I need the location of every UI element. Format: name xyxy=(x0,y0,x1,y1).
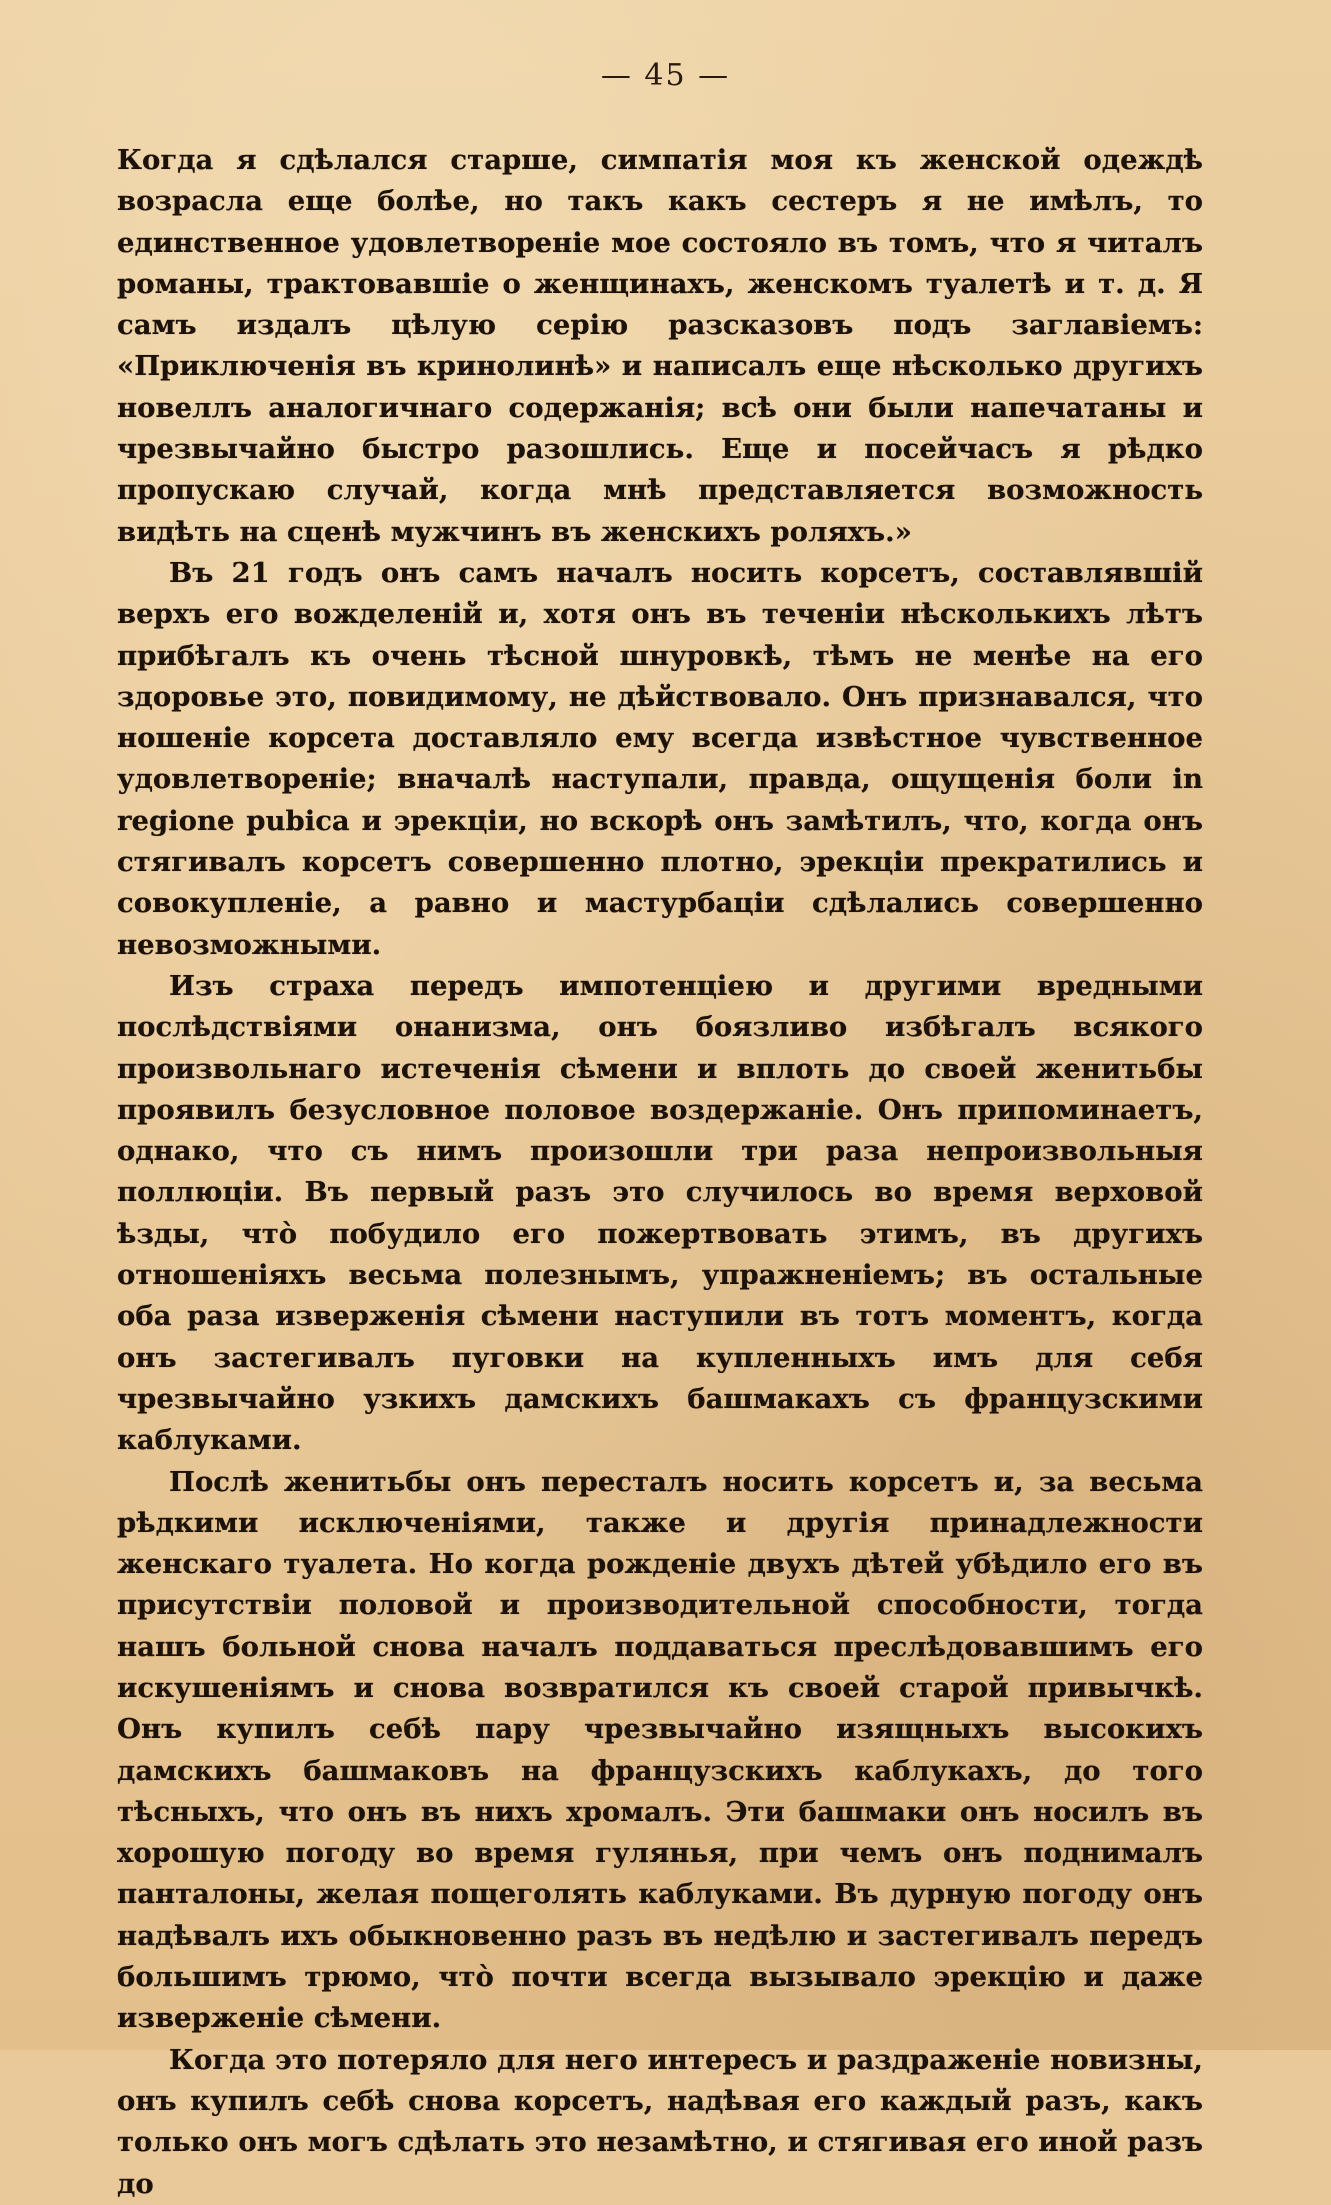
paragraph-1: Когда я сдѣлался старше, симпатія моя къ женской одеждѣ возрасла еще болѣе, но такъ какъ сестеръ я не имѣлъ, то единственное удовлетвореніе мое состояло въ томъ, что я читалъ романы, трактовавшіе о женщинахъ, женскомъ туалетѣ и т. д. Я самъ издалъ цѣлую серію разсказовъ подъ заглавіемъ: «Приключенія въ кринолинѣ» и написалъ еще нѣсколько другихъ новеллъ аналогичнаго содержанія; всѣ они были напечатаны и чрезвычайно быстро разошлись. Еще и посейчасъ я рѣдко пропускаю случай, когда мнѣ представляется возможность видѣть на сценѣ мужчинъ въ женскихъ роляхъ.» xyxy=(117,144,1203,548)
paragraph-4: Послѣ женитьбы онъ пересталъ носить корсетъ и, за весьма рѣдкими исключеніями, также и другія принадлежности женскаго туалета. Но когда рожденіе двухъ дѣтей убѣдило его въ присутствіи половой и производительной способности, тогда нашъ больной снова началъ поддаваться преслѣдовавшимъ его искушеніямъ и снова возвратился къ своей старой привычкѣ. Онъ купилъ себѣ пару чрезвычайно изящныхъ высокихъ дамскихъ башмаковъ на французскихъ каблукахъ, до того тѣсныхъ, что онъ въ нихъ хромалъ. Эти башмаки онъ носилъ въ хорошую погоду во время гулянья, при чемъ онъ поднималъ панталоны, желая пощеголять каблуками. Въ дурную погоду онъ надѣвалъ ихъ обыкновенно разъ въ недѣлю и застегивалъ передъ большимъ трюмо, что̀ почти всегда вызывало эрекцію и даже изверженіе сѣмени. xyxy=(117,1465,1203,2035)
page-number: — 45 — xyxy=(600,58,731,93)
paragraph-5: Когда это потеряло для него интересъ и раздраженіе новизны, онъ купилъ себѣ снова корсетъ, надѣвая его каждый разъ, какъ только онъ могъ сдѣлать это незамѣтно, и стягивая его иной разъ до xyxy=(117,2043,1203,2200)
paragraph-2: Въ 21 годъ онъ самъ началъ носить корсетъ, составлявшій верхъ его вожделеній и, хотя онъ въ теченіи нѣсколькихъ лѣтъ прибѣгалъ къ очень тѣсной шнуровкѣ, тѣмъ не менѣе на его здоровье это, повидимому, не дѣйствовало. Онъ признавался, что ношеніе корсета доставляло ему всегда извѣстное чувственное удовлетвореніе; вначалѣ наступали, правда, ощущенія боли in regione pubica и эрекціи, но вскорѣ онъ замѣтилъ, что, когда онъ стягивалъ корсетъ совершенно плотно, эрекціи прекратились и совокупленіе, а равно и мастурбаціи сдѣлались совершенно невозможными. xyxy=(117,556,1203,961)
paragraph-3: Изъ страха передъ импотенціею и другими вредными послѣдствіями онанизма, онъ боязливо избѣгалъ всякого произвольнаго истеченія сѣмени и вплоть до своей женитьбы проявилъ безусловное половое воздержаніе. Онъ припоминаетъ, однако, что съ нимъ произошли три раза непроизвольныя поллюціи. Въ первый разъ это случилось во время верховой ѣзды, что̀ побудило его пожертвовать этимъ, въ другихъ отношеніяхъ весьма полезнымъ, упражненіемъ; въ остальные оба раза изверженія сѣмени наступили въ тотъ моментъ, когда онъ застегивалъ пуговки на купленныхъ имъ для себя чрезвычайно узкихъ дамскихъ башмакахъ съ французскими каблуками. xyxy=(117,969,1203,1457)
body-text xyxy=(117,140,1203,2205)
